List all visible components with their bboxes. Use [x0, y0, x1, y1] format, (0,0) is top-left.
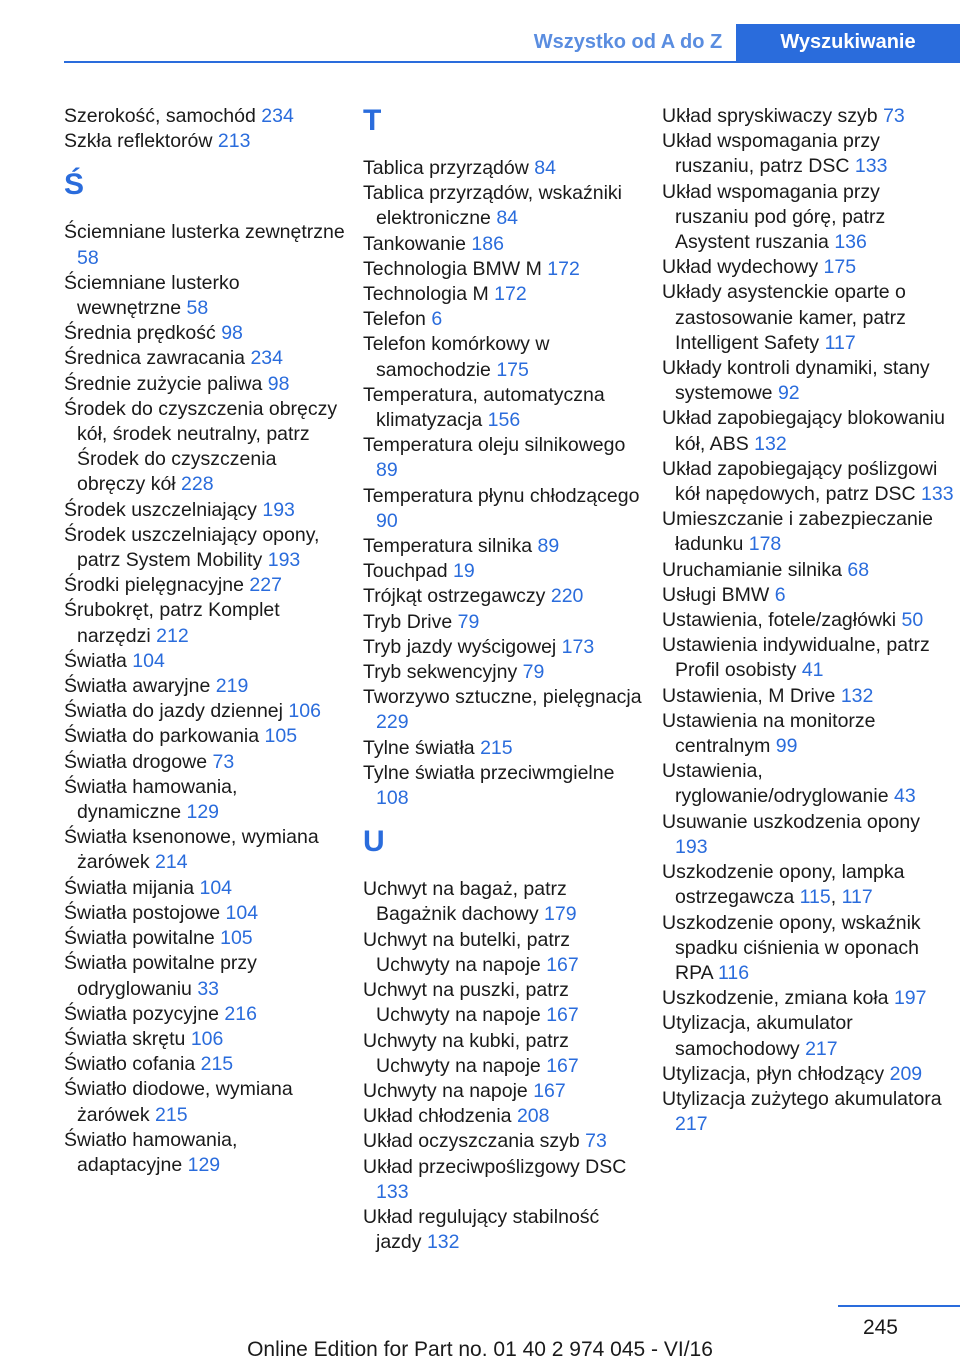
index-entry: [363, 761, 645, 811]
index-entry: [363, 1129, 645, 1154]
index-term: Tablica przyrządów: [363, 157, 529, 179]
index-entry: [662, 406, 956, 456]
index-entry: [363, 433, 645, 483]
page-link[interactable]: 186: [471, 232, 504, 255]
index-term: Światła powitalne przy odryglowaniu: [64, 952, 257, 1000]
page-link[interactable]: 229: [376, 711, 409, 734]
index-term: Środek do czyszczenia obręczy kół, środek neutralny, patrz Środek do czyszczenia obręczy kół: [64, 397, 338, 496]
index-term: Ustawienia, ryglowanie/odryglowanie: [662, 760, 889, 808]
page-link[interactable]: 156: [487, 409, 521, 432]
index-term: Temperatura oleju silnikowego: [363, 434, 626, 457]
index-entry: [64, 775, 346, 825]
index-entry: [662, 759, 956, 809]
index-entry: [64, 220, 346, 270]
index-term: Środek uszczelniający opony, patrz System Mobility: [64, 523, 320, 572]
page-link[interactable]: 104: [199, 876, 233, 899]
page-link[interactable]: 173: [561, 635, 595, 658]
index-term: Środek uszczelniający: [64, 498, 257, 521]
index-term: Uchwyty na kubki, patrz Uchwyty na napoje: [363, 1029, 569, 1077]
page-link[interactable]: 84: [534, 157, 556, 179]
index-term: Uchwyt na puszki, patrz Uchwyty na napoje: [363, 979, 569, 1027]
index-entry: [64, 271, 346, 321]
index-entry: [662, 684, 956, 709]
page-link[interactable]: 117: [824, 331, 856, 354]
index-term: Światła powitalne: [64, 927, 215, 950]
section-letter: U: [363, 825, 385, 859]
index-term: Światło cofania: [64, 1053, 196, 1076]
index-entry: [64, 1027, 346, 1052]
page-link[interactable]: 209: [889, 1062, 923, 1085]
page-link[interactable]: 105: [264, 725, 298, 748]
index-entry: [64, 372, 346, 397]
page-link[interactable]: 167: [546, 1004, 579, 1027]
page-link[interactable]: 33: [197, 977, 220, 1000]
index-entry: [64, 901, 346, 926]
page-link[interactable]: 216: [224, 1002, 257, 1025]
index-term: Umieszczanie i zabezpieczanie ładunku: [662, 508, 933, 556]
index-entry: [363, 660, 645, 685]
page-link[interactable]: 217: [675, 1113, 708, 1136]
index-term: Temperatura silnika: [363, 535, 533, 558]
index-entry: [64, 876, 346, 901]
index-entry: [363, 232, 645, 257]
index-term: Telefon komórkowy w samochodzie: [363, 333, 550, 381]
index-column-1: [64, 104, 346, 1178]
page-number: 245: [862, 1316, 898, 1339]
index-term: Światła drogowe: [64, 750, 208, 773]
index-term: Tworzywo sztuczne, pielęgnacja: [363, 686, 642, 709]
index-term: Tylne światła: [363, 736, 475, 759]
index-term: Układ regulujący stabilność jazdy: [363, 1205, 600, 1254]
tab-all-a-to-z[interactable]: Wszystko od A do Z: [533, 31, 723, 53]
index-term: Usługi BMW: [662, 583, 770, 606]
index-entry: [363, 257, 645, 282]
index-entry: [64, 1002, 346, 1027]
page-link[interactable]: 219: [215, 675, 249, 698]
index-entry: [662, 1011, 956, 1061]
page-link[interactable]: 172: [547, 257, 580, 280]
index-term: Światło hamowania, adaptacyjne: [64, 1128, 238, 1176]
index-entry: [64, 825, 346, 875]
index-term: Uszkodzenie, zmiana koła: [662, 987, 889, 1010]
index-term: Światła do parkowania: [64, 725, 260, 748]
index-entry: [662, 911, 956, 987]
page-link[interactable]: 215: [200, 1053, 234, 1076]
page-link[interactable]: 129: [187, 1153, 221, 1176]
page-link[interactable]: 58: [186, 297, 209, 320]
index-entry: [363, 1104, 645, 1129]
page-link[interactable]: 234: [250, 347, 283, 370]
page-link[interactable]: 214: [155, 851, 188, 874]
index-term: Ustawienia, fotele/zagłówki: [662, 609, 897, 632]
index-term: Światła hamowania, dynamiczne: [64, 775, 238, 824]
index-entry: [64, 346, 346, 371]
index-entry: [662, 608, 956, 633]
page-link[interactable]: 215: [155, 1103, 188, 1126]
index-term: Układ chłodzenia: [363, 1105, 512, 1128]
page-link[interactable]: 68: [847, 558, 870, 581]
index-term: Ustawienia na monitorze centralnym: [662, 709, 876, 758]
index-term: Średnia prędkość: [64, 322, 216, 345]
index-entry: [662, 986, 956, 1011]
index-entry: [363, 534, 645, 559]
index-term: Śrubokręt, patrz Komplet narzędzi: [64, 599, 280, 647]
index-entry: [64, 674, 346, 699]
index-term: Telefon: [363, 308, 426, 331]
index-term: Światła postojowe: [64, 901, 221, 924]
index-term: Światła mijania: [64, 876, 195, 899]
index-entry: [64, 129, 346, 154]
page-link[interactable]: 79: [522, 661, 545, 684]
index-entry: [363, 877, 645, 927]
page-link[interactable]: 167: [546, 953, 579, 976]
index-entry: [363, 332, 645, 382]
index-term: Układ oczyszczania szyb: [363, 1130, 580, 1153]
page-link[interactable]: 104: [225, 901, 259, 924]
index-entry: [662, 255, 956, 280]
index-term: Temperatura, automatyczna klimatyzacja: [363, 383, 605, 432]
page-link[interactable]: 99: [775, 735, 798, 758]
index-entry: [662, 180, 956, 256]
page-link[interactable]: 98: [221, 322, 243, 345]
page-link[interactable]: 132: [840, 684, 874, 707]
page-link[interactable]: 228: [181, 473, 214, 496]
page-link[interactable]: 106: [288, 700, 321, 723]
index-term: Układ wspomagania przy ruszaniu, patrz DSC: [662, 130, 880, 178]
index-entry: [64, 926, 346, 951]
page-link[interactable]: 175: [496, 358, 529, 381]
page-link[interactable]: 129: [186, 801, 220, 824]
page-link[interactable]: 220: [550, 585, 584, 608]
page-link[interactable]: 178: [748, 533, 782, 556]
section-letter: T: [363, 104, 382, 137]
index-entry: [662, 104, 956, 129]
page-link[interactable]: 227: [249, 574, 282, 597]
page-link[interactable]: 115: [799, 886, 831, 909]
index-term: Tylne światła przeciwmgielne: [363, 761, 615, 784]
page-link[interactable]: 90: [376, 509, 398, 532]
index-entry: [363, 978, 645, 1028]
index-term: Utylizacja, płyn chłodzący: [662, 1062, 885, 1085]
index-entry: [64, 951, 346, 1001]
index-term: Tablica przyrządów, wskaźniki elektroniczne: [363, 182, 623, 230]
index-entry: [662, 558, 956, 583]
index-entry: [662, 356, 956, 406]
page-link[interactable]: 193: [675, 835, 708, 858]
index-term: Układy asystenckie oparte o zastosowanie kamer, patrz Intelligent Safety: [662, 281, 906, 354]
index-entry: [662, 810, 956, 860]
index-entry: [662, 1062, 956, 1087]
index-entry: [64, 573, 346, 598]
index-entry: [64, 1077, 346, 1127]
index-entry: [662, 1087, 956, 1137]
page-link[interactable]: 73: [212, 750, 235, 773]
page-link[interactable]: 6: [774, 583, 786, 606]
page-link[interactable]: 92: [777, 382, 800, 405]
index-term: Ustawienia, M Drive: [662, 684, 836, 707]
index-term: Tryb jazdy wyścigowej: [363, 635, 557, 658]
page-link[interactable]: 179: [544, 903, 577, 926]
page-link[interactable]: 234: [261, 105, 294, 127]
page-link[interactable]: 79: [457, 610, 480, 633]
index-entry: [64, 750, 346, 775]
index-term: Szkła reflektorów: [64, 130, 213, 153]
page-link[interactable]: 73: [585, 1130, 607, 1153]
index-term: Uchwyt na bagaż, patrz Bagażnik dachowy: [363, 878, 567, 926]
index-entry: [363, 584, 645, 609]
index-entry: [64, 699, 346, 724]
index-entry: [662, 457, 956, 507]
index-entry: [363, 484, 645, 534]
index-term: Ściemniane lusterko wewnętrzne: [64, 271, 240, 320]
index-term: Tryb sekwencyjny: [363, 661, 518, 684]
edition-footer: Online Edition for Part no. 01 40 2 974 045 - VI/16: [247, 1338, 713, 1361]
page-link[interactable]: 6: [431, 308, 443, 331]
index-entry: [64, 321, 346, 346]
index-term: Układ spryskiwaczy szyb: [662, 105, 878, 127]
page-link[interactable]: 217: [805, 1037, 838, 1060]
page-link[interactable]: 132: [426, 1231, 460, 1254]
page-link[interactable]: 175: [823, 256, 857, 279]
page-link[interactable]: 108: [376, 787, 409, 810]
index-term: Uszkodzenie opony, wskaźnik spadku ciśnienia w oponach RPA: [662, 911, 921, 984]
index-term: Średnie zużycie paliwa: [64, 372, 263, 395]
page-link[interactable]: 193: [267, 549, 301, 572]
page-link[interactable]: 106: [190, 1027, 224, 1050]
index-entry: [662, 507, 956, 557]
index-entry: [64, 1128, 346, 1178]
index-term: Układ wydechowy: [662, 256, 819, 279]
index-entry: [64, 498, 346, 523]
index-term: Światła ksenonowe, wymiana żarówek: [64, 826, 319, 874]
index-term: Układ wspomagania przy ruszaniu pod górę, patrz Asystent ruszania: [662, 180, 886, 254]
index-entry: [363, 635, 645, 660]
index-entry: [363, 181, 645, 231]
page-link[interactable]: 213: [217, 130, 251, 153]
header-rule: [64, 61, 960, 63]
page-link[interactable]: 172: [494, 283, 527, 306]
section-letter: Ś: [64, 168, 85, 202]
index-term: Światła pozycyjne: [64, 1002, 219, 1025]
page-link[interactable]: 116: [718, 961, 750, 984]
index-term: Ściemniane lusterka zewnętrzne: [64, 221, 345, 244]
index-entry: [64, 649, 346, 674]
index-term: Tryb Drive: [363, 610, 453, 633]
page-link[interactable]: 117: [841, 886, 873, 909]
index-term: Utylizacja, akumulator samochodowy: [662, 1012, 853, 1060]
page-link[interactable]: 133: [376, 1180, 409, 1203]
index-term: Trójkąt ostrzegawczy: [363, 585, 546, 608]
index-entry: [363, 307, 645, 332]
index-entry: [363, 1205, 645, 1255]
page-link[interactable]: 89: [376, 459, 398, 482]
page-link[interactable]: 133: [921, 483, 954, 506]
page-link[interactable]: 84: [496, 207, 519, 230]
index-entry: [64, 598, 346, 648]
index-entry: [363, 1029, 645, 1079]
index-term: Układy kontroli dynamiki, stany systemowe: [662, 357, 930, 405]
index-term: Utylizacja zużytego akumulatora: [662, 1087, 942, 1110]
index-entry: Uszkodzenie opony, lampka ostrzegawcza 115, 117: [662, 861, 905, 909]
page-link[interactable]: 41: [801, 659, 824, 682]
index-term: Szerokość, samochód: [64, 105, 256, 127]
index-entry: [363, 928, 645, 978]
index-term: Uchwyt na butelki, patrz Uchwyty na napoje: [363, 928, 571, 976]
index-entry: [363, 559, 645, 584]
index-term: Układ przeciwpoślizgowy DSC: [363, 1155, 627, 1178]
index-term: Uruchamianie silnika: [662, 558, 842, 581]
index-term: Tankowanie: [363, 232, 466, 255]
index-entry: [363, 1155, 645, 1205]
index-term: Uszkodzenie opony, lampka ostrzegawcza: [662, 861, 905, 909]
index-entry: [363, 1079, 645, 1104]
index-entry: [363, 282, 645, 307]
index-term: Technologia BMW M: [363, 257, 542, 280]
index-entry: [64, 104, 346, 129]
index-entry: [64, 523, 346, 573]
index-term: Temperatura płynu chłodzącego: [363, 484, 640, 507]
index-term: Światło diodowe, wymiana żarówek: [64, 1078, 293, 1126]
page-link[interactable]: 197: [893, 987, 927, 1010]
index-entry: [363, 156, 645, 181]
index-entry: [662, 633, 956, 683]
page-link[interactable]: 215: [480, 736, 513, 759]
page-link[interactable]: 43: [893, 785, 916, 808]
page-link[interactable]: 167: [533, 1079, 566, 1102]
index-entry: [64, 724, 346, 749]
index-term: Technologia M: [363, 283, 489, 306]
index-entry: [363, 736, 645, 761]
index-term: Światła: [64, 649, 127, 672]
index-entry: [662, 709, 956, 759]
index-entry: [662, 129, 956, 179]
tab-search[interactable]: Wyszukiwanie: [736, 24, 960, 61]
index-term: Układ zapobiegający blokowaniu kół, ABS: [662, 407, 945, 455]
page-link[interactable]: 136: [834, 231, 867, 254]
page-link[interactable]: 132: [754, 432, 787, 455]
page-link[interactable]: 19: [453, 560, 475, 583]
page-link[interactable]: 73: [883, 105, 905, 127]
page-link[interactable]: 208: [516, 1105, 550, 1128]
index-entry: [363, 685, 645, 735]
index-term: Usuwanie uszkodzenia opony: [662, 810, 920, 833]
index-term: Światła do jazdy dziennej: [64, 700, 283, 723]
index-term: Układ zapobiegający poślizgowi kół napędowych, patrz DSC: [662, 457, 938, 506]
index-entry: [64, 1052, 346, 1077]
page-link[interactable]: 193: [262, 498, 295, 521]
index-entry: [363, 383, 645, 433]
page-link[interactable]: 58: [77, 246, 99, 269]
footer-rule: [838, 1305, 960, 1307]
index-term: Średnica zawracania: [64, 347, 246, 370]
page-link[interactable]: 98: [267, 372, 290, 395]
page-link[interactable]: 89: [537, 535, 560, 558]
index-entry: [662, 583, 956, 608]
index-term: Środki pielęgnacyjne: [64, 574, 244, 597]
index-entry: [363, 610, 645, 635]
index-term: Światła skrętu: [64, 1027, 186, 1050]
index-term: Uchwyty na napoje: [363, 1079, 528, 1102]
index-column-2: [363, 104, 645, 1255]
page-link[interactable]: 105: [220, 927, 253, 950]
index-column-3: [662, 104, 956, 1137]
index-term: Touchpad: [363, 560, 448, 583]
page-link[interactable]: 50: [901, 609, 924, 632]
index-term: Ustawienia indywidualne, patrz Profil osobisty: [662, 634, 930, 682]
page-link[interactable]: 212: [156, 624, 189, 647]
index-entry: [662, 280, 956, 356]
page-link[interactable]: 167: [546, 1054, 579, 1077]
index-term: Światła awaryjne: [64, 675, 211, 698]
page-link[interactable]: 104: [132, 649, 165, 672]
page-link[interactable]: 133: [854, 155, 888, 178]
index-entry: [64, 397, 346, 498]
